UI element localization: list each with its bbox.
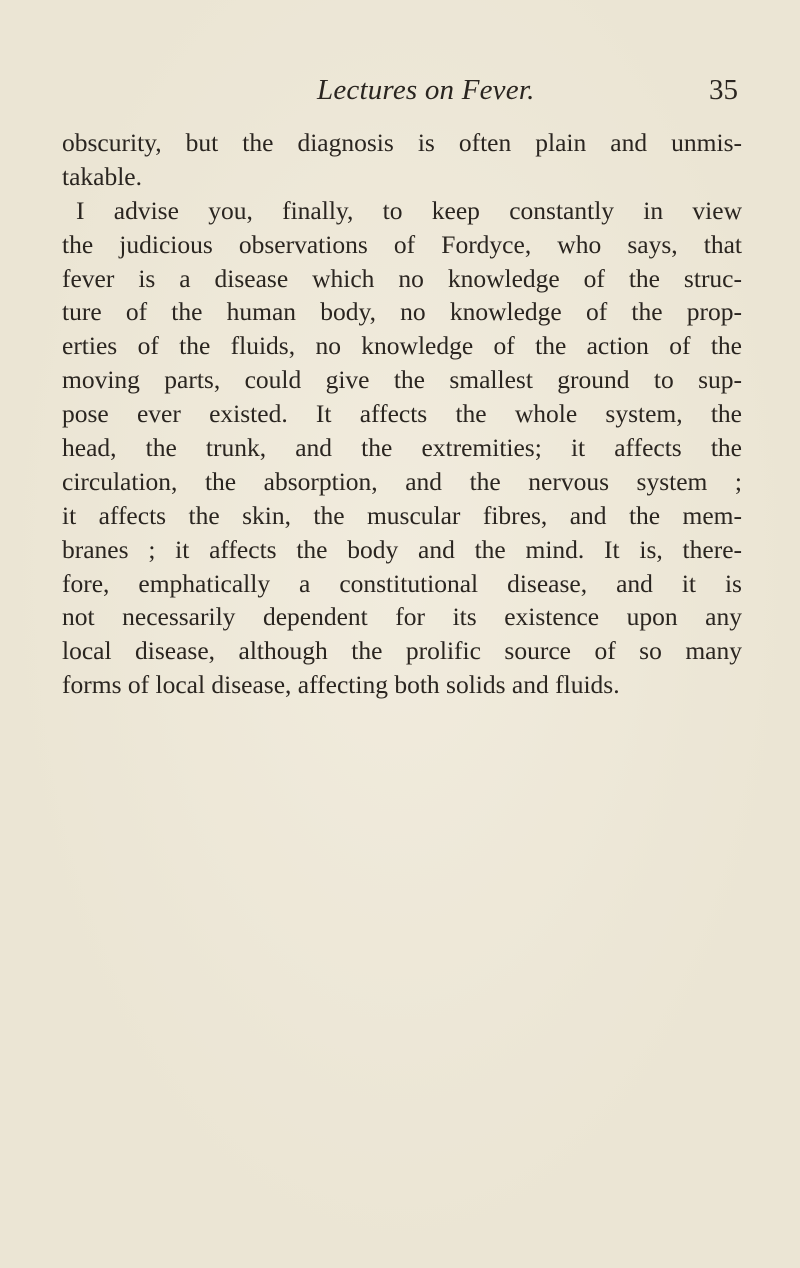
text-line: head, the trunk, and the extremities; it affects the [62, 433, 742, 463]
text-line: branes ; it affects the body and the mind. It is, there- [62, 534, 742, 564]
text-line: pose ever existed. It affects the whole system, the [62, 399, 742, 429]
text-line: obscurity, but the diagnosis is often plain and unmis- [62, 128, 742, 157]
running-head [62, 74, 738, 114]
text-line: the judicious observations of Fordyce, who says, that [62, 229, 742, 259]
text-line: fore, emphatically a constitutional disease, and it is [62, 568, 742, 598]
text-line: not necessarily dependent for its existence upon any [62, 602, 742, 632]
paragraph-first-line: I advise you, finally, to keep constantly in view [76, 195, 742, 225]
text-line: ture of the human body, no knowledge of the prop- [62, 297, 742, 327]
text-line: takable. [62, 161, 142, 191]
text-line: local disease, although the prolific source of so many [62, 636, 742, 666]
text-line: fever is a disease which no knowledge of the struc- [62, 263, 742, 293]
body-text [62, 126, 742, 702]
text-line: circulation, the absorption, and the nervous system ; [62, 466, 742, 496]
text-line: it affects the skin, the muscular fibres, and the mem- [62, 500, 742, 530]
page-number: 35 [709, 74, 738, 106]
text-line: erties of the fluids, no knowledge of the action of the [62, 331, 742, 361]
running-title: Lectures on Fever. [317, 74, 535, 106]
paragraph-last-line: forms of local disease, affecting both solids and fluids. [62, 670, 620, 700]
text-line: moving parts, could give the smallest ground to sup- [62, 365, 742, 395]
